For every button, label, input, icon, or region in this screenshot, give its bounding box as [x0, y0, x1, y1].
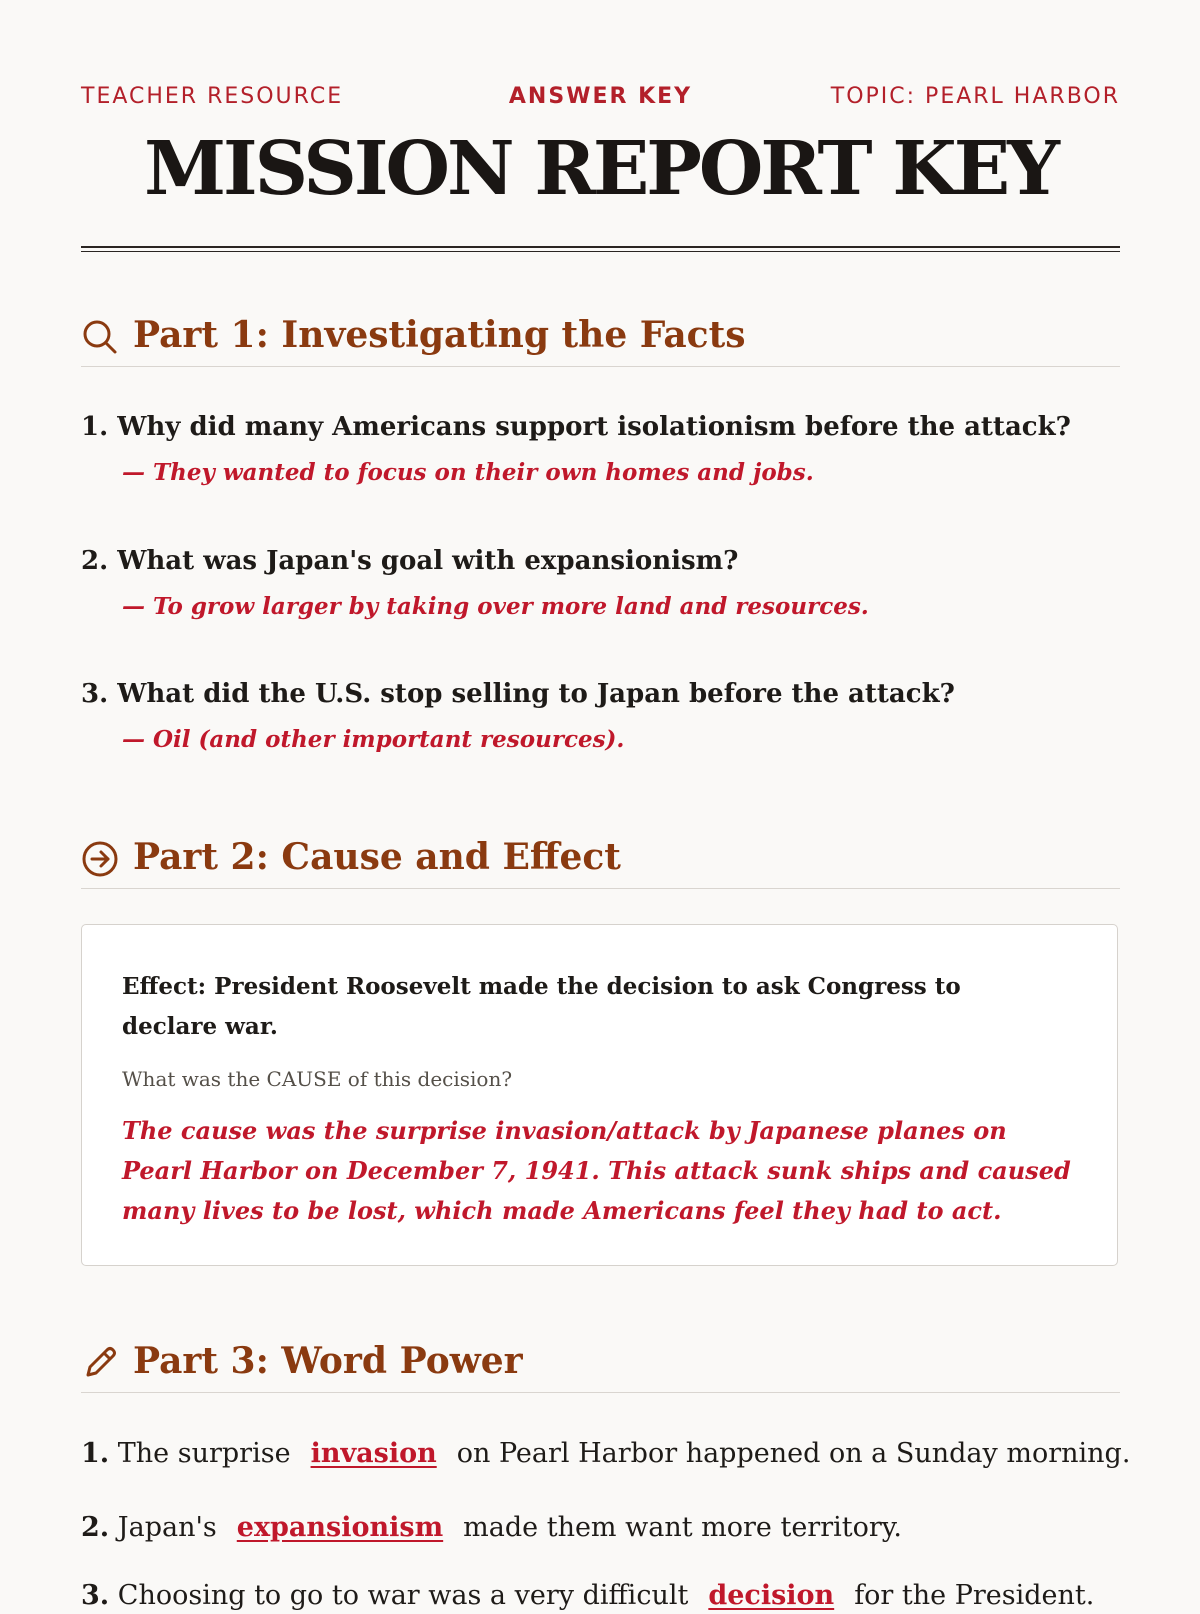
- answer-key-label: ANSWER KEY: [508, 84, 693, 109]
- question-item: [81, 544, 1120, 622]
- fill-in-item: [81, 1436, 1131, 1472]
- answer-text: — Oil (and other important resources).: [122, 726, 625, 753]
- question-item: [81, 410, 1120, 488]
- item-number: 1.: [81, 1438, 110, 1469]
- part2-title: Part 2: Cause and Effect: [133, 836, 621, 878]
- sentence-before: The surprise: [117, 1438, 291, 1469]
- part1-heading: [81, 310, 1120, 367]
- filled-blank: decision: [708, 1580, 835, 1611]
- arrow-circle-icon: [81, 840, 119, 878]
- part1-title: Part 1: Investigating the Facts: [133, 314, 746, 356]
- resource-label: TEACHER RESOURCE: [81, 84, 344, 109]
- sentence-before: Japan's: [117, 1512, 217, 1543]
- cause-prompt: What was the CAUSE of this decision?: [122, 1067, 513, 1091]
- fill-in-item: [81, 1510, 1120, 1546]
- item-number: 3.: [81, 1580, 110, 1611]
- item-number: 2.: [81, 1512, 110, 1543]
- part2-heading: [81, 832, 1120, 889]
- cause-answer: The cause was the surprise invasion/attack by Japanese planes on Pearl Harbor on December 7, 1941. This attack sunk ships and caused many lives to be lost, which made Americans feel they had to act.: [122, 1116, 1071, 1225]
- sentence-before: Choosing to go to war was a very difficult: [117, 1580, 689, 1611]
- cause-effect-card: [81, 924, 1118, 1266]
- answer-text: — To grow larger by taking over more land and resources.: [122, 593, 869, 620]
- topic-label: TOPIC: PEARL HARBOR: [830, 84, 1120, 109]
- filled-blank: expansionism: [236, 1512, 444, 1543]
- filled-blank: invasion: [310, 1438, 437, 1469]
- sentence-after: on Pearl Harbor happened on a Sunday morning.: [456, 1438, 1131, 1469]
- page-title: MISSION REPORT KEY: [144, 126, 1057, 212]
- pencil-icon: [81, 1344, 119, 1382]
- header-meta: [81, 84, 1120, 110]
- part3-heading: [81, 1336, 1120, 1393]
- title-divider: [81, 246, 1120, 252]
- sentence-after: for the President.: [854, 1580, 1095, 1611]
- part3-title: Part 3: Word Power: [133, 1340, 523, 1382]
- question-text: 1. Why did many Americans support isolationism before the attack?: [81, 412, 1071, 442]
- question-item: [81, 677, 1120, 755]
- answer-text: — They wanted to focus on their own homes and jobs.: [122, 459, 814, 486]
- effect-statement: Effect: President Roosevelt made the decision to ask Congress to declare war.: [122, 973, 961, 1040]
- question-text: 3. What did the U.S. stop selling to Japan before the attack?: [81, 679, 955, 709]
- magnifier-icon: [81, 318, 119, 356]
- question-text: 2. What was Japan's goal with expansionism?: [81, 546, 739, 576]
- fill-in-item: [81, 1578, 1120, 1614]
- sentence-after: made them want more territory.: [463, 1512, 903, 1543]
